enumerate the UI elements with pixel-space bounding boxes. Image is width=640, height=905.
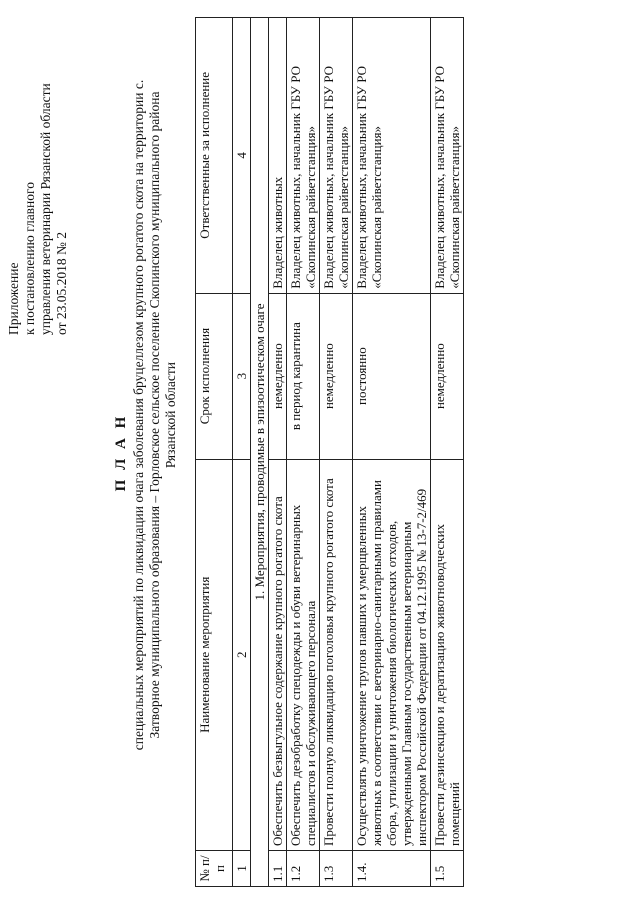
row-name: Провести полную ликвидацию поголовья крупного рогатого скота [320, 459, 353, 850]
table-row [320, 18, 353, 887]
header-name: Наименование мероприятия [196, 459, 233, 850]
row-term: постоянно [353, 293, 431, 459]
row-num: 1.4. [353, 851, 431, 887]
row-num: 1.1 [269, 851, 287, 887]
column-number: 1 [233, 851, 251, 887]
row-num: 1.3 [320, 851, 353, 887]
section-row [251, 18, 269, 887]
column-number: 4 [233, 18, 251, 294]
column-number: 2 [233, 459, 251, 850]
appendix-line: управления ветеринарии Рязанской области [38, 83, 53, 335]
table-row [269, 18, 287, 887]
row-name: Обеспечить безвыгульное содержание крупного рогатого скота [269, 459, 287, 850]
plan-table [195, 17, 464, 887]
plan-heading: специальных мероприятий по ликвидации очага заболевания бруцеллезом крупного рогатого скота на территории с. Затворное муниципального образования – Горловское сельское поселение Скопинского муниципального района Рязанской области [131, 79, 178, 751]
row-name: Осуществлять уничтожение трупов павших и умерщвленных животных в соответствии с ветеринарно-санитарными правилами сбора, утилизации и уничтожения биологических отходов, утвержденными Главным государственным ветеринарным инспектором Российской Федерации от 04.12.1995 № 13-7-2/469 [353, 459, 431, 850]
row-resp: Владелец животных, начальник ГБУ РО «Скопинская райветстанция» [353, 18, 431, 294]
appendix-line: от 23.05.2018 № 2 [54, 232, 69, 335]
table-row [431, 18, 464, 887]
row-num: 1.2 [287, 851, 320, 887]
header-num: № п/п [196, 851, 233, 887]
appendix-line: к постановлению главного [22, 182, 37, 335]
row-resp: Владелец животных [269, 18, 287, 294]
header-resp: Ответственные за исполнение [196, 18, 233, 294]
row-resp: Владелец животных, начальник ГБУ РО «Скопинская райветстанция» [431, 18, 464, 294]
row-term: в период карантина [287, 293, 320, 459]
plan-title: П Л А Н [113, 413, 129, 492]
row-term: немедленно [269, 293, 287, 459]
row-resp: Владелец животных, начальник ГБУ РО «Скопинская райветстанция» [287, 18, 320, 294]
column-number-row [233, 18, 251, 887]
header-term: Срок исполнения [196, 293, 233, 459]
row-name: Обеспечить дезобработку спецодежды и обуви ветеринарных специалистов и обслуживающего персонала [287, 459, 320, 850]
table-row [353, 18, 431, 887]
row-name: Провести дезинсекцию и дератизацию животноводческих помещений [431, 459, 464, 850]
row-num: 1.5 [431, 851, 464, 887]
section-title: 1. Мероприятия, проводимые в эпизоотическом очаге [251, 18, 269, 887]
table-header-row [196, 18, 233, 887]
column-number: 3 [233, 293, 251, 459]
row-term: немедленно [320, 293, 353, 459]
row-term: немедленно [431, 293, 464, 459]
row-resp: Владелец животных, начальник ГБУ РО «Скопинская райветстанция» [320, 18, 353, 294]
table-row [287, 18, 320, 887]
appendix-block [6, 15, 70, 335]
appendix-line: Приложение [6, 262, 21, 335]
